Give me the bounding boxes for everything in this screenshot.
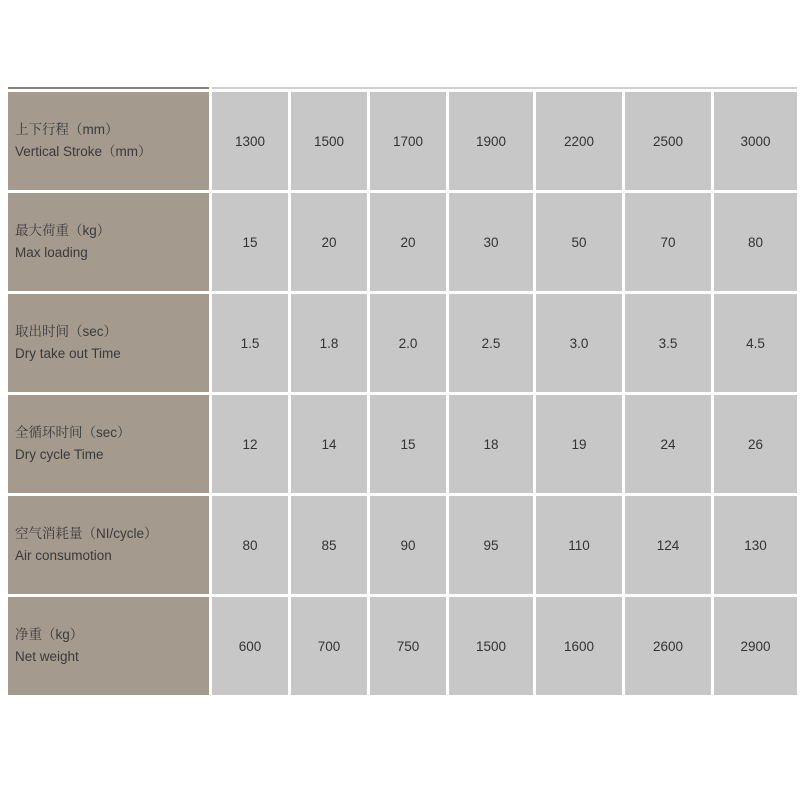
- row-label-net-weight: [8, 597, 209, 695]
- spec-cell: 2600: [625, 597, 711, 695]
- row-label-zh: 最大荷重（kg）: [15, 223, 111, 238]
- row-label-en: Dry cycle Time: [15, 447, 104, 462]
- row-label-en: Net weight: [15, 649, 79, 664]
- spec-cell: 80: [212, 496, 288, 594]
- spec-cell: 130: [714, 496, 797, 594]
- spec-cell: 1300: [212, 92, 288, 190]
- row-label-zh: 净重（kg）: [15, 627, 84, 642]
- spec-cell: 80: [714, 193, 797, 291]
- row-label-max-loading: [8, 193, 209, 291]
- spec-cell: 1.5: [212, 294, 288, 392]
- row-label-en: Vertical Stroke（mm）: [15, 144, 152, 159]
- spec-cell: 12: [212, 395, 288, 493]
- table-top-border-label: [8, 87, 209, 89]
- spec-cell: 700: [291, 597, 367, 695]
- spec-cell: 110: [536, 496, 622, 594]
- spec-cell: 3.0: [536, 294, 622, 392]
- spec-cell: 95: [449, 496, 533, 594]
- row-label-dry-cycle-time: [8, 395, 209, 493]
- table-top-border-data: [212, 87, 797, 89]
- spec-cell: 15: [370, 395, 446, 493]
- spec-cell: 1.8: [291, 294, 367, 392]
- row-label-air-consumption: [8, 496, 209, 594]
- row-label-zh: 空气消耗量（NI/cycle）: [15, 526, 158, 541]
- spec-cell: 600: [212, 597, 288, 695]
- spec-cell: 20: [291, 193, 367, 291]
- specification-table: [8, 87, 797, 695]
- spec-cell: 2200: [536, 92, 622, 190]
- spec-cell: 1900: [449, 92, 533, 190]
- row-label-en: Air consumotion: [15, 548, 112, 563]
- row-label-vertical-stroke: [8, 92, 209, 190]
- spec-cell: 26: [714, 395, 797, 493]
- row-label-en: Dry take out Time: [15, 346, 121, 361]
- row-label-zh: 全循环时间（sec）: [15, 425, 131, 440]
- spec-cell: 24: [625, 395, 711, 493]
- spec-cell: 20: [370, 193, 446, 291]
- spec-cell: 90: [370, 496, 446, 594]
- spec-cell: 3000: [714, 92, 797, 190]
- spec-cell: 14: [291, 395, 367, 493]
- spec-cell: 85: [291, 496, 367, 594]
- spec-cell: 124: [625, 496, 711, 594]
- row-label-dry-take-out-time: [8, 294, 209, 392]
- spec-cell: 1600: [536, 597, 622, 695]
- spec-cell: 70: [625, 193, 711, 291]
- spec-cell: 1500: [291, 92, 367, 190]
- spec-cell: 750: [370, 597, 446, 695]
- spec-cell: 19: [536, 395, 622, 493]
- row-label-zh: 上下行程（mm）: [15, 122, 119, 137]
- spec-cell: 30: [449, 193, 533, 291]
- spec-cell: 2.5: [449, 294, 533, 392]
- spec-cell: 2.0: [370, 294, 446, 392]
- spec-cell: 2900: [714, 597, 797, 695]
- spec-cell: 1500: [449, 597, 533, 695]
- spec-cell: 15: [212, 193, 288, 291]
- spec-cell: 50: [536, 193, 622, 291]
- spec-cell: 3.5: [625, 294, 711, 392]
- row-label-en: Max loading: [15, 245, 88, 260]
- spec-cell: 4.5: [714, 294, 797, 392]
- row-label-zh: 取出时间（sec）: [15, 324, 118, 339]
- spec-cell: 2500: [625, 92, 711, 190]
- spec-cell: 18: [449, 395, 533, 493]
- spec-cell: 1700: [370, 92, 446, 190]
